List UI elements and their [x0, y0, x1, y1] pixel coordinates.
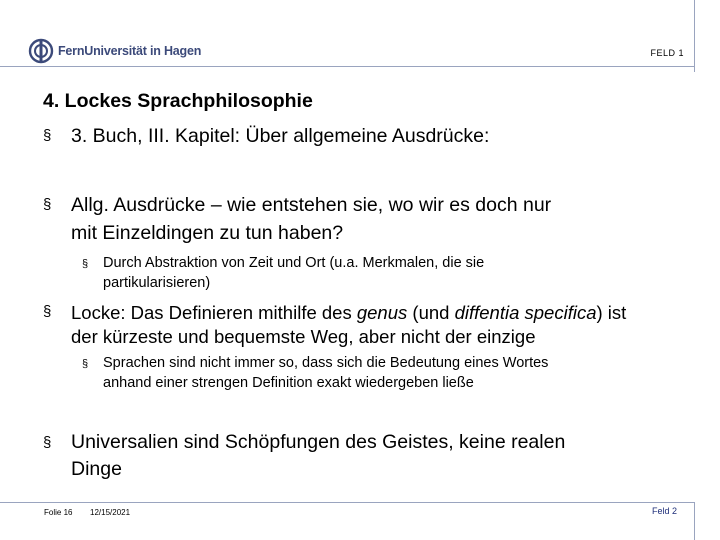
bullet-2-text-a: Locke: Das Definieren mithilfe des	[71, 302, 357, 323]
intro-line: 3. Buch, III. Kapitel: Über allgemeine Ausdrücke:	[71, 125, 490, 147]
header-rule	[0, 66, 695, 67]
university-emblem-icon	[28, 38, 54, 64]
slide-date: 12/15/2021	[90, 508, 131, 517]
sub-bullet-mark: §	[82, 258, 89, 270]
bullet-2-diff: diffentia specifica	[454, 302, 597, 323]
bullet-2-line-2: der kürzeste und bequemste Weg, aber nicht der einzige	[71, 326, 536, 347]
sub-bullet-mark: §	[82, 358, 89, 370]
footer-vertical-rule	[694, 502, 695, 540]
feld-label: FELD 1	[650, 48, 684, 58]
bullet-2-line-1	[71, 300, 626, 325]
bullet-2-text-c: ) ist	[596, 302, 627, 323]
sub-bullet-1-line-1: Durch Abstraktion von Zeit und Ort (u.a. Merkmalen, die sie	[103, 255, 485, 271]
logo-text: FernUniversität in Hagen	[58, 44, 202, 58]
slide-title: 4. Lockes Sprachphilosophie	[43, 90, 313, 112]
footer-rule	[0, 502, 695, 503]
bullet-mark: §	[43, 196, 52, 213]
bullet-mark: §	[43, 303, 52, 320]
footer-feld-label: Feld 2	[652, 506, 678, 516]
bullet-mark: §	[43, 434, 52, 451]
bullet-1-line-1: Allg. Ausdrücke – wie entstehen sie, wo wir es doch nur	[71, 194, 552, 216]
sub-bullet-2-line-2: anhand einer strengen Definition exakt wiedergeben ließe	[103, 375, 474, 391]
sub-bullet-1-line-2: partikularisieren)	[103, 275, 211, 291]
bullet-3-line-2: Dinge	[71, 458, 122, 480]
bullet-1-line-2: mit Einzeldingen zu tun haben?	[71, 222, 344, 244]
sub-bullet-2-line-1: Sprachen sind nicht immer so, dass sich die Bedeutung eines Wortes	[103, 355, 549, 371]
bullet-mark: §	[43, 127, 52, 144]
bullet-2-genus: genus	[356, 302, 408, 323]
header-vertical-rule	[694, 0, 695, 72]
bullet-2-text-b: (und	[407, 302, 455, 323]
slide-number: Folie 16	[44, 508, 73, 517]
bullet-3-line-1: Universalien sind Schöpfungen des Geistes, keine realen	[71, 431, 566, 453]
university-logo	[28, 36, 201, 66]
